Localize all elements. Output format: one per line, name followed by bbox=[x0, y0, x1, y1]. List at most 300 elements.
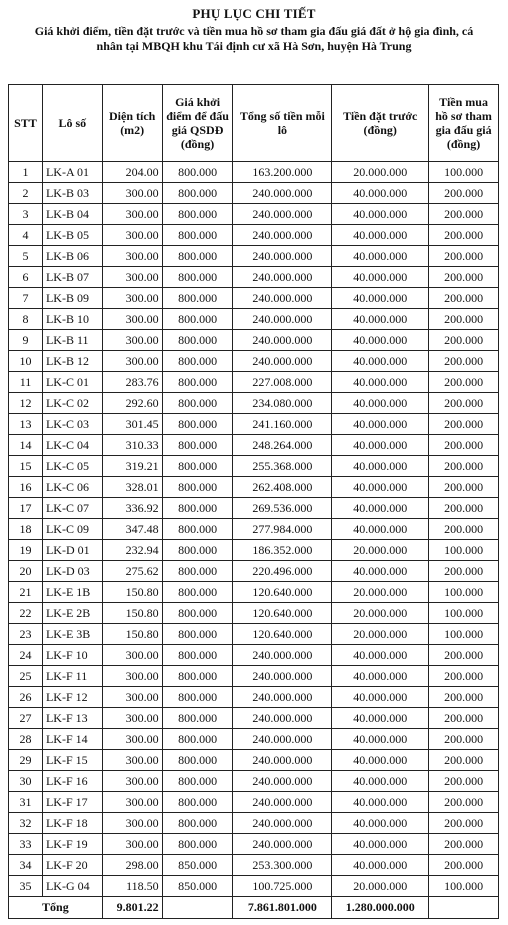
cell-stt: 28 bbox=[9, 729, 43, 750]
auction-lots-table bbox=[8, 84, 499, 919]
cell-total: 240.000.000 bbox=[233, 813, 332, 834]
cell-lot: LK-E 1B bbox=[42, 582, 102, 603]
table-header-row bbox=[9, 85, 499, 162]
cell-price: 800.000 bbox=[162, 204, 233, 225]
cell-fee: 200.000 bbox=[429, 750, 499, 771]
cell-lot: LK-B 11 bbox=[42, 330, 102, 351]
table-row bbox=[9, 498, 499, 519]
cell-total: 240.000.000 bbox=[233, 309, 332, 330]
cell-deposit: 40.000.000 bbox=[332, 330, 429, 351]
header-price: Giá khởi điểm để đấu giá QSDĐ (đồng) bbox=[162, 85, 233, 162]
cell-fee: 200.000 bbox=[429, 855, 499, 876]
cell-fee: 200.000 bbox=[429, 771, 499, 792]
cell-deposit: 40.000.000 bbox=[332, 855, 429, 876]
cell-price: 800.000 bbox=[162, 330, 233, 351]
cell-area: 118.50 bbox=[102, 876, 162, 897]
cell-total: 240.000.000 bbox=[233, 708, 332, 729]
cell-fee: 200.000 bbox=[429, 309, 499, 330]
table-row bbox=[9, 834, 499, 855]
cell-price: 800.000 bbox=[162, 645, 233, 666]
cell-deposit: 40.000.000 bbox=[332, 288, 429, 309]
cell-total: 240.000.000 bbox=[233, 687, 332, 708]
cell-fee: 100.000 bbox=[429, 603, 499, 624]
cell-area: 310.33 bbox=[102, 435, 162, 456]
total-label: Tổng bbox=[9, 897, 103, 919]
cell-stt: 27 bbox=[9, 708, 43, 729]
table-row bbox=[9, 204, 499, 225]
cell-area: 150.80 bbox=[102, 624, 162, 645]
table-row bbox=[9, 582, 499, 603]
cell-stt: 26 bbox=[9, 687, 43, 708]
cell-total: 240.000.000 bbox=[233, 645, 332, 666]
table-row bbox=[9, 876, 499, 897]
cell-area: 300.00 bbox=[102, 288, 162, 309]
cell-stt: 32 bbox=[9, 813, 43, 834]
cell-area: 300.00 bbox=[102, 351, 162, 372]
cell-fee: 200.000 bbox=[429, 456, 499, 477]
cell-total: 163.200.000 bbox=[233, 162, 332, 183]
cell-price: 800.000 bbox=[162, 288, 233, 309]
cell-total: 277.984.000 bbox=[233, 519, 332, 540]
cell-lot: LK-E 2B bbox=[42, 603, 102, 624]
cell-price: 800.000 bbox=[162, 267, 233, 288]
cell-lot: LK-F 14 bbox=[42, 729, 102, 750]
cell-lot: LK-F 17 bbox=[42, 792, 102, 813]
cell-price: 850.000 bbox=[162, 855, 233, 876]
cell-price: 800.000 bbox=[162, 603, 233, 624]
cell-area: 336.92 bbox=[102, 498, 162, 519]
cell-lot: LK-F 11 bbox=[42, 666, 102, 687]
cell-price: 800.000 bbox=[162, 561, 233, 582]
cell-lot: LK-A 01 bbox=[42, 162, 102, 183]
header-deposit: Tiền đặt trước (đồng) bbox=[332, 85, 429, 162]
cell-fee: 200.000 bbox=[429, 792, 499, 813]
cell-price: 800.000 bbox=[162, 477, 233, 498]
cell-total: 234.080.000 bbox=[233, 393, 332, 414]
cell-deposit: 40.000.000 bbox=[332, 729, 429, 750]
cell-lot: LK-B 10 bbox=[42, 309, 102, 330]
cell-lot: LK-B 12 bbox=[42, 351, 102, 372]
cell-deposit: 20.000.000 bbox=[332, 540, 429, 561]
cell-stt: 23 bbox=[9, 624, 43, 645]
table-row bbox=[9, 414, 499, 435]
header-fee: Tiền mua hồ sơ tham gia đấu giá (đồng) bbox=[429, 85, 499, 162]
cell-lot: LK-B 05 bbox=[42, 225, 102, 246]
cell-stt: 3 bbox=[9, 204, 43, 225]
table-row bbox=[9, 456, 499, 477]
cell-fee: 200.000 bbox=[429, 414, 499, 435]
cell-price: 800.000 bbox=[162, 519, 233, 540]
cell-area: 328.01 bbox=[102, 477, 162, 498]
table-row bbox=[9, 603, 499, 624]
cell-lot: LK-B 09 bbox=[42, 288, 102, 309]
cell-total: 241.160.000 bbox=[233, 414, 332, 435]
table-row bbox=[9, 687, 499, 708]
cell-price: 800.000 bbox=[162, 372, 233, 393]
cell-stt: 10 bbox=[9, 351, 43, 372]
cell-fee: 100.000 bbox=[429, 540, 499, 561]
cell-total: 240.000.000 bbox=[233, 288, 332, 309]
cell-lot: LK-G 04 bbox=[42, 876, 102, 897]
cell-total: 240.000.000 bbox=[233, 330, 332, 351]
cell-deposit: 40.000.000 bbox=[332, 750, 429, 771]
cell-deposit: 20.000.000 bbox=[332, 624, 429, 645]
cell-total: 120.640.000 bbox=[233, 624, 332, 645]
cell-fee: 200.000 bbox=[429, 372, 499, 393]
cell-lot: LK-C 06 bbox=[42, 477, 102, 498]
cell-deposit: 40.000.000 bbox=[332, 225, 429, 246]
cell-deposit: 20.000.000 bbox=[332, 603, 429, 624]
cell-lot: LK-C 04 bbox=[42, 435, 102, 456]
cell-lot: LK-F 16 bbox=[42, 771, 102, 792]
cell-fee: 200.000 bbox=[429, 183, 499, 204]
cell-area: 300.00 bbox=[102, 687, 162, 708]
cell-lot: LK-F 18 bbox=[42, 813, 102, 834]
cell-stt: 1 bbox=[9, 162, 43, 183]
table-row bbox=[9, 288, 499, 309]
table-row bbox=[9, 813, 499, 834]
total-deposit: 1.280.000.000 bbox=[332, 897, 429, 919]
document-page bbox=[0, 6, 508, 925]
cell-price: 800.000 bbox=[162, 771, 233, 792]
cell-deposit: 40.000.000 bbox=[332, 813, 429, 834]
cell-fee: 200.000 bbox=[429, 813, 499, 834]
cell-deposit: 40.000.000 bbox=[332, 372, 429, 393]
cell-price: 800.000 bbox=[162, 624, 233, 645]
cell-area: 300.00 bbox=[102, 666, 162, 687]
cell-price: 800.000 bbox=[162, 183, 233, 204]
cell-deposit: 40.000.000 bbox=[332, 519, 429, 540]
cell-deposit: 40.000.000 bbox=[332, 393, 429, 414]
cell-stt: 25 bbox=[9, 666, 43, 687]
table-body bbox=[9, 162, 499, 897]
header-total: Tổng số tiền mỗi lô bbox=[233, 85, 332, 162]
header-area: Diện tích (m2) bbox=[102, 85, 162, 162]
cell-fee: 200.000 bbox=[429, 288, 499, 309]
cell-fee: 200.000 bbox=[429, 225, 499, 246]
cell-lot: LK-C 01 bbox=[42, 372, 102, 393]
cell-fee: 200.000 bbox=[429, 666, 499, 687]
cell-total: 240.000.000 bbox=[233, 267, 332, 288]
cell-total: 240.000.000 bbox=[233, 225, 332, 246]
cell-total: 269.536.000 bbox=[233, 498, 332, 519]
cell-area: 300.00 bbox=[102, 267, 162, 288]
cell-stt: 8 bbox=[9, 309, 43, 330]
cell-deposit: 40.000.000 bbox=[332, 309, 429, 330]
cell-area: 232.94 bbox=[102, 540, 162, 561]
cell-area: 300.00 bbox=[102, 708, 162, 729]
total-fee-empty bbox=[429, 897, 499, 919]
cell-area: 300.00 bbox=[102, 225, 162, 246]
cell-stt: 21 bbox=[9, 582, 43, 603]
cell-deposit: 20.000.000 bbox=[332, 162, 429, 183]
cell-area: 301.45 bbox=[102, 414, 162, 435]
cell-area: 300.00 bbox=[102, 246, 162, 267]
cell-deposit: 40.000.000 bbox=[332, 351, 429, 372]
cell-lot: LK-B 07 bbox=[42, 267, 102, 288]
cell-fee: 200.000 bbox=[429, 834, 499, 855]
cell-lot: LK-E 3B bbox=[42, 624, 102, 645]
cell-stt: 31 bbox=[9, 792, 43, 813]
cell-stt: 13 bbox=[9, 414, 43, 435]
cell-price: 800.000 bbox=[162, 414, 233, 435]
cell-fee: 100.000 bbox=[429, 582, 499, 603]
cell-lot: LK-D 01 bbox=[42, 540, 102, 561]
cell-price: 800.000 bbox=[162, 813, 233, 834]
cell-stt: 18 bbox=[9, 519, 43, 540]
cell-fee: 200.000 bbox=[429, 561, 499, 582]
cell-stt: 14 bbox=[9, 435, 43, 456]
table-row bbox=[9, 855, 499, 876]
cell-fee: 200.000 bbox=[429, 645, 499, 666]
cell-lot: LK-F 19 bbox=[42, 834, 102, 855]
cell-price: 850.000 bbox=[162, 876, 233, 897]
cell-fee: 200.000 bbox=[429, 393, 499, 414]
cell-stt: 24 bbox=[9, 645, 43, 666]
cell-stt: 30 bbox=[9, 771, 43, 792]
table-row bbox=[9, 708, 499, 729]
cell-price: 800.000 bbox=[162, 750, 233, 771]
cell-fee: 200.000 bbox=[429, 498, 499, 519]
cell-area: 275.62 bbox=[102, 561, 162, 582]
subtitle-line-2: nhân tại MBQH khu Tái định cư xã Hà Sơn, huyện Hà Trung bbox=[96, 39, 412, 53]
cell-fee: 200.000 bbox=[429, 477, 499, 498]
cell-stt: 17 bbox=[9, 498, 43, 519]
cell-area: 204.00 bbox=[102, 162, 162, 183]
cell-area: 300.00 bbox=[102, 645, 162, 666]
cell-total: 227.008.000 bbox=[233, 372, 332, 393]
cell-deposit: 40.000.000 bbox=[332, 435, 429, 456]
cell-price: 800.000 bbox=[162, 708, 233, 729]
cell-deposit: 40.000.000 bbox=[332, 834, 429, 855]
cell-deposit: 20.000.000 bbox=[332, 582, 429, 603]
cell-area: 150.80 bbox=[102, 603, 162, 624]
cell-stt: 11 bbox=[9, 372, 43, 393]
cell-price: 800.000 bbox=[162, 456, 233, 477]
cell-area: 300.00 bbox=[102, 729, 162, 750]
cell-price: 800.000 bbox=[162, 834, 233, 855]
cell-total: 240.000.000 bbox=[233, 204, 332, 225]
document-subtitle bbox=[12, 24, 496, 54]
cell-area: 300.00 bbox=[102, 309, 162, 330]
cell-fee: 200.000 bbox=[429, 519, 499, 540]
cell-price: 800.000 bbox=[162, 309, 233, 330]
cell-stt: 16 bbox=[9, 477, 43, 498]
cell-deposit: 40.000.000 bbox=[332, 414, 429, 435]
cell-stt: 5 bbox=[9, 246, 43, 267]
cell-stt: 6 bbox=[9, 267, 43, 288]
cell-stt: 35 bbox=[9, 876, 43, 897]
cell-deposit: 20.000.000 bbox=[332, 876, 429, 897]
cell-price: 800.000 bbox=[162, 162, 233, 183]
table-row bbox=[9, 435, 499, 456]
cell-lot: LK-D 03 bbox=[42, 561, 102, 582]
cell-deposit: 40.000.000 bbox=[332, 246, 429, 267]
total-price-empty bbox=[162, 897, 233, 919]
cell-area: 300.00 bbox=[102, 792, 162, 813]
table-row bbox=[9, 162, 499, 183]
cell-total: 240.000.000 bbox=[233, 792, 332, 813]
cell-price: 800.000 bbox=[162, 246, 233, 267]
cell-lot: LK-B 06 bbox=[42, 246, 102, 267]
table-row bbox=[9, 645, 499, 666]
cell-total: 240.000.000 bbox=[233, 246, 332, 267]
total-area: 9.801.22 bbox=[102, 897, 162, 919]
cell-price: 800.000 bbox=[162, 666, 233, 687]
cell-deposit: 40.000.000 bbox=[332, 687, 429, 708]
table-row bbox=[9, 393, 499, 414]
table-row bbox=[9, 183, 499, 204]
total-amount: 7.861.801.000 bbox=[233, 897, 332, 919]
cell-area: 292.60 bbox=[102, 393, 162, 414]
table-row bbox=[9, 519, 499, 540]
cell-stt: 29 bbox=[9, 750, 43, 771]
cell-price: 800.000 bbox=[162, 393, 233, 414]
subtitle-line-1: Giá khởi điểm, tiền đặt trước và tiền mua hồ sơ tham gia đấu giá đất ở hộ gia đình, cá bbox=[34, 24, 474, 38]
cell-area: 300.00 bbox=[102, 750, 162, 771]
cell-deposit: 40.000.000 bbox=[332, 498, 429, 519]
cell-price: 800.000 bbox=[162, 435, 233, 456]
cell-deposit: 40.000.000 bbox=[332, 561, 429, 582]
table-row bbox=[9, 666, 499, 687]
cell-stt: 15 bbox=[9, 456, 43, 477]
cell-area: 319.21 bbox=[102, 456, 162, 477]
cell-total: 186.352.000 bbox=[233, 540, 332, 561]
cell-total: 120.640.000 bbox=[233, 603, 332, 624]
cell-lot: LK-F 15 bbox=[42, 750, 102, 771]
cell-price: 800.000 bbox=[162, 729, 233, 750]
header-lot: Lô số bbox=[42, 85, 102, 162]
cell-deposit: 40.000.000 bbox=[332, 708, 429, 729]
cell-deposit: 40.000.000 bbox=[332, 771, 429, 792]
cell-total: 240.000.000 bbox=[233, 729, 332, 750]
cell-area: 347.48 bbox=[102, 519, 162, 540]
table-row bbox=[9, 540, 499, 561]
cell-area: 300.00 bbox=[102, 204, 162, 225]
table-row bbox=[9, 351, 499, 372]
cell-fee: 100.000 bbox=[429, 162, 499, 183]
cell-lot: LK-B 04 bbox=[42, 204, 102, 225]
cell-lot: LK-F 20 bbox=[42, 855, 102, 876]
table-row bbox=[9, 729, 499, 750]
table-row bbox=[9, 561, 499, 582]
cell-fee: 100.000 bbox=[429, 624, 499, 645]
cell-area: 300.00 bbox=[102, 330, 162, 351]
cell-fee: 200.000 bbox=[429, 729, 499, 750]
cell-stt: 4 bbox=[9, 225, 43, 246]
cell-total: 255.368.000 bbox=[233, 456, 332, 477]
cell-price: 800.000 bbox=[162, 540, 233, 561]
cell-total: 220.496.000 bbox=[233, 561, 332, 582]
cell-area: 300.00 bbox=[102, 771, 162, 792]
cell-lot: LK-F 12 bbox=[42, 687, 102, 708]
document-title: PHỤ LỤC CHI TIẾT bbox=[192, 6, 316, 21]
table-row bbox=[9, 771, 499, 792]
cell-fee: 200.000 bbox=[429, 435, 499, 456]
table-row bbox=[9, 372, 499, 393]
cell-total: 240.000.000 bbox=[233, 771, 332, 792]
cell-fee: 200.000 bbox=[429, 351, 499, 372]
cell-stt: 22 bbox=[9, 603, 43, 624]
cell-fee: 200.000 bbox=[429, 267, 499, 288]
cell-price: 800.000 bbox=[162, 792, 233, 813]
cell-stt: 9 bbox=[9, 330, 43, 351]
cell-area: 298.00 bbox=[102, 855, 162, 876]
cell-fee: 200.000 bbox=[429, 708, 499, 729]
cell-stt: 12 bbox=[9, 393, 43, 414]
cell-price: 800.000 bbox=[162, 687, 233, 708]
cell-area: 150.80 bbox=[102, 582, 162, 603]
cell-total: 240.000.000 bbox=[233, 834, 332, 855]
header-stt: STT bbox=[9, 85, 43, 162]
cell-deposit: 40.000.000 bbox=[332, 456, 429, 477]
cell-stt: 7 bbox=[9, 288, 43, 309]
cell-total: 100.725.000 bbox=[233, 876, 332, 897]
cell-total: 262.408.000 bbox=[233, 477, 332, 498]
cell-deposit: 40.000.000 bbox=[332, 477, 429, 498]
cell-price: 800.000 bbox=[162, 498, 233, 519]
cell-area: 300.00 bbox=[102, 834, 162, 855]
cell-stt: 2 bbox=[9, 183, 43, 204]
cell-area: 300.00 bbox=[102, 813, 162, 834]
table-row bbox=[9, 330, 499, 351]
cell-stt: 20 bbox=[9, 561, 43, 582]
table-row bbox=[9, 477, 499, 498]
cell-stt: 33 bbox=[9, 834, 43, 855]
table-row bbox=[9, 246, 499, 267]
cell-total: 240.000.000 bbox=[233, 183, 332, 204]
cell-total: 240.000.000 bbox=[233, 750, 332, 771]
cell-stt: 19 bbox=[9, 540, 43, 561]
table-row bbox=[9, 225, 499, 246]
cell-lot: LK-C 09 bbox=[42, 519, 102, 540]
cell-deposit: 40.000.000 bbox=[332, 666, 429, 687]
cell-lot: LK-F 13 bbox=[42, 708, 102, 729]
cell-price: 800.000 bbox=[162, 582, 233, 603]
table-row bbox=[9, 624, 499, 645]
cell-price: 800.000 bbox=[162, 351, 233, 372]
cell-area: 283.76 bbox=[102, 372, 162, 393]
cell-deposit: 40.000.000 bbox=[332, 645, 429, 666]
cell-lot: LK-C 02 bbox=[42, 393, 102, 414]
cell-total: 253.300.000 bbox=[233, 855, 332, 876]
cell-total: 120.640.000 bbox=[233, 582, 332, 603]
cell-deposit: 40.000.000 bbox=[332, 183, 429, 204]
cell-lot: LK-C 03 bbox=[42, 414, 102, 435]
cell-lot: LK-C 05 bbox=[42, 456, 102, 477]
cell-lot: LK-B 03 bbox=[42, 183, 102, 204]
cell-fee: 200.000 bbox=[429, 687, 499, 708]
table-total-row bbox=[9, 897, 499, 919]
cell-total: 240.000.000 bbox=[233, 351, 332, 372]
cell-fee: 200.000 bbox=[429, 204, 499, 225]
cell-deposit: 40.000.000 bbox=[332, 204, 429, 225]
cell-deposit: 40.000.000 bbox=[332, 267, 429, 288]
cell-deposit: 40.000.000 bbox=[332, 792, 429, 813]
cell-fee: 100.000 bbox=[429, 876, 499, 897]
cell-fee: 200.000 bbox=[429, 330, 499, 351]
table-row bbox=[9, 267, 499, 288]
cell-area: 300.00 bbox=[102, 183, 162, 204]
table-row bbox=[9, 309, 499, 330]
table-row bbox=[9, 750, 499, 771]
cell-total: 248.264.000 bbox=[233, 435, 332, 456]
cell-fee: 200.000 bbox=[429, 246, 499, 267]
cell-lot: LK-C 07 bbox=[42, 498, 102, 519]
cell-lot: LK-F 10 bbox=[42, 645, 102, 666]
cell-total: 240.000.000 bbox=[233, 666, 332, 687]
table-row bbox=[9, 792, 499, 813]
